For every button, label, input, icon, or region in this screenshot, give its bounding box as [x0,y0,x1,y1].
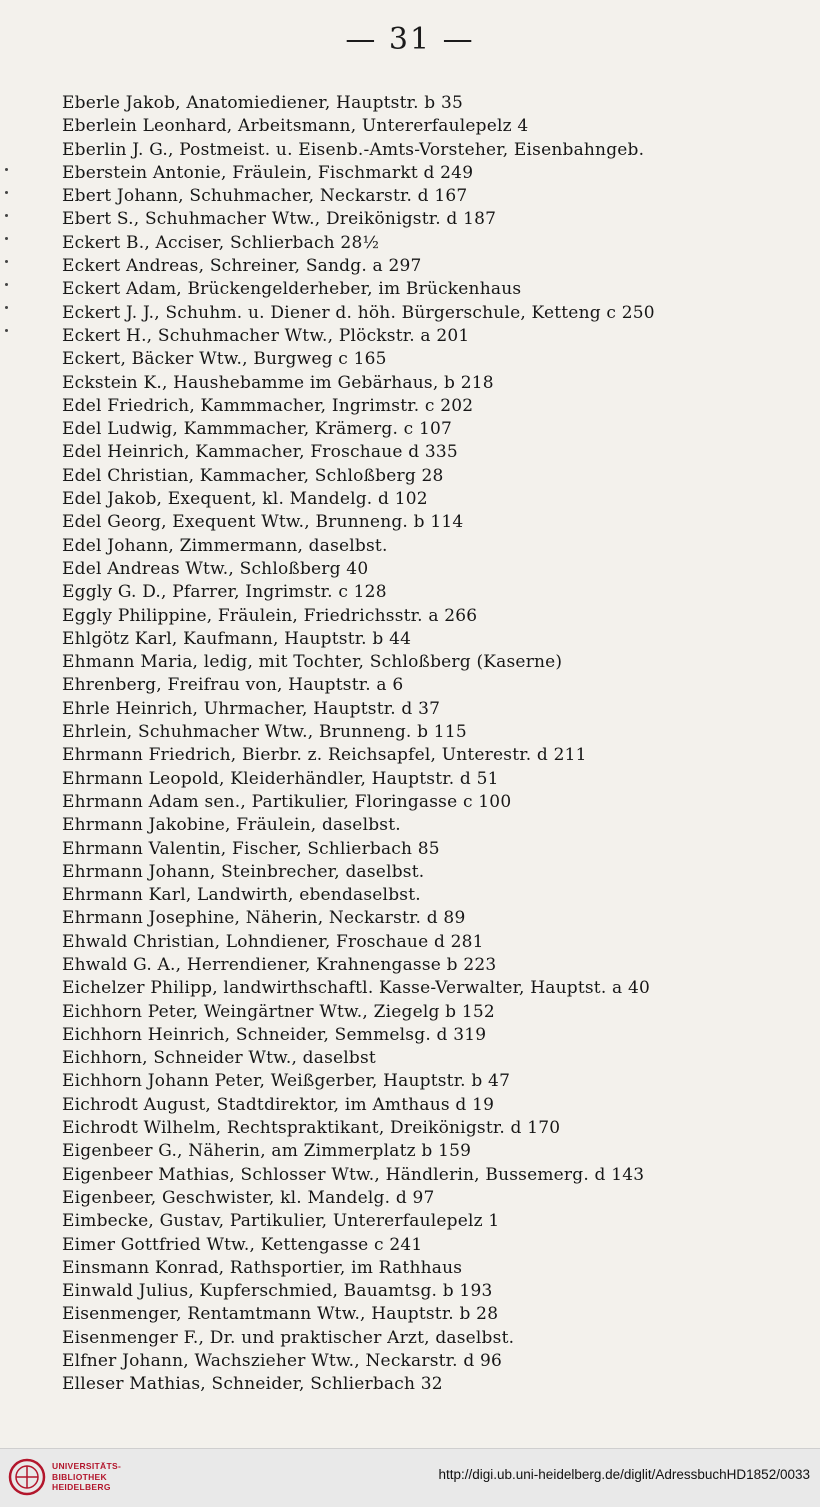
directory-entry: Eckert Andreas, Schreiner, Sandg. a 297 [62,256,422,277]
directory-entry: Ehrmann Leopold, Kleiderhändler, Hauptstr. d 51 [62,768,499,789]
directory-entry: Eichhorn Johann Peter, Weißgerber, Hauptstr. b 47 [62,1071,511,1092]
directory-entry: Eichrodt Wilhelm, Rechtspraktikant, Dreikönigstr. d 170 [62,1118,561,1139]
directory-entry: Einsmann Konrad, Rathsportier, im Rathhaus [62,1257,463,1278]
directory-entry: Eichhorn Peter, Weingärtner Wtw., Ziegelg b 152 [62,1001,495,1022]
directory-entry: Eberlein Leonhard, Arbeitsmann, Untererfaulepelz 4 [62,116,529,137]
directory-entry: Eimer Gottfried Wtw., Kettengasse c 241 [62,1234,423,1255]
directory-entry: Eckert Adam, Brückengelderheber, im Brückenhaus [62,279,522,300]
directory-entry: Eisenmenger F., Dr. und praktischer Arzt, daselbst. [62,1327,515,1348]
library-seal-icon [8,1458,46,1496]
directory-entry: Elleser Mathias, Schneider, Schlierbach 32 [62,1374,443,1395]
directory-entry: Eggly G. D., Pfarrer, Ingrimstr. c 128 [62,582,387,603]
directory-entry: Eichelzer Philipp, landwirthschaftl. Kasse-Verwalter, Hauptst. a 40 [62,978,651,999]
directory-entry: Eisenmenger, Rentamtmann Wtw., Hauptstr. b 28 [62,1304,499,1325]
directory-entry: Ebert Johann, Schuhmacher, Neckarstr. d 167 [62,186,468,207]
directory-entry: Ehrmann Jakobine, Fräulein, daselbst. [62,815,401,836]
directory-entry: Ehrmann Johann, Steinbrecher, daselbst. [62,861,425,882]
directory-entry: Eichrodt August, Stadtdirektor, im Amthaus d 19 [62,1094,495,1115]
directory-entry: Ehrmann Karl, Landwirth, ebendaselbst. [62,885,421,906]
directory-entry: Eckert B., Acciser, Schlierbach 28½ [62,232,380,253]
directory-entry: Ehrlein, Schuhmacher Wtw., Brunneng. b 115 [62,722,467,743]
directory-entry: Ehrmann Valentin, Fischer, Schlierbach 85 [62,838,440,859]
directory-entry: Ehrenberg, Freifrau von, Hauptstr. a 6 [62,675,404,696]
permalink-url[interactable]: http://digi.ub.uni-heidelberg.de/diglit/AdressbuchHD1852/0033 [438,1467,810,1482]
library-logo-text [52,1461,121,1493]
directory-entry: Eggly Philippine, Fräulein, Friedrichsstr. a 266 [62,605,478,626]
directory-entry: Ehrmann Adam sen., Partikulier, Floringasse c 100 [62,791,512,812]
directory-entry: Edel Jakob, Exequent, kl. Mandelg. d 102 [62,489,428,510]
directory-entry: Eckert H., Schuhmacher Wtw., Plöckstr. a 201 [62,325,470,346]
logo-line: HEIDELBERG [52,1482,111,1492]
directory-entry: Eichhorn, Schneider Wtw., daselbst [62,1048,376,1069]
directory-entry: Eckstein K., Haushebamme im Gebärhaus, b 218 [62,372,494,393]
directory-entry: Edel Andreas Wtw., Schloßberg 40 [62,558,369,579]
page-number: — 31 — [345,22,475,57]
directory-entry: Eckert J. J., Schuhm. u. Diener d. höh. Bürgerschule, Ketteng c 250 [62,302,655,323]
directory-entry: Edel Friedrich, Kammmacher, Ingrimstr. c 202 [62,395,474,416]
directory-entry: Eigenbeer, Geschwister, kl. Mandelg. d 97 [62,1187,435,1208]
directory-entry: Elfner Johann, Wachszieher Wtw., Neckarstr. d 96 [62,1351,503,1372]
viewer-footer [0,1448,820,1507]
directory-entry: Eigenbeer Mathias, Schlosser Wtw., Händlerin, Bussemerg. d 143 [62,1164,645,1185]
directory-entry: Edel Christian, Kammacher, Schloßberg 28 [62,465,444,486]
directory-entry: Ebert S., Schuhmacher Wtw., Dreikönigstr. d 187 [62,209,497,230]
directory-entry: Einwald Julius, Kupferschmied, Bauamtsg. b 193 [62,1281,493,1302]
directory-entry: Eberlin J. G., Postmeist. u. Eisenb.-Amts-Vorsteher, Eisenbahngeb. [62,139,645,160]
logo-line: UNIVERSITÄTS- [52,1461,122,1471]
directory-entry: Edel Johann, Zimmermann, daselbst. [62,535,388,556]
directory-entry: Edel Ludwig, Kammmacher, Krämerg. c 107 [62,419,453,440]
directory-entry: Ehmann Maria, ledig, mit Tochter, Schloßberg (Kaserne) [62,652,563,673]
directory-entry: Edel Heinrich, Kammacher, Froschaue d 335 [62,442,458,463]
directory-entry-list [62,92,782,1397]
directory-entry: Eigenbeer G., Näherin, am Zimmerplatz b 159 [62,1141,472,1162]
library-logo[interactable] [8,1458,148,1498]
directory-entry: Ehrmann Josephine, Näherin, Neckarstr. d 89 [62,908,466,929]
directory-entry: Ehlgötz Karl, Kaufmann, Hauptstr. b 44 [62,628,412,649]
directory-entry: Eckert, Bäcker Wtw., Burgweg c 165 [62,349,387,370]
directory-entry: Eberle Jakob, Anatomiediener, Hauptstr. b 35 [62,93,464,113]
directory-entry: Edel Georg, Exequent Wtw., Brunneng. b 114 [62,512,464,533]
directory-entry: Ehrle Heinrich, Uhrmacher, Hauptstr. d 37 [62,698,441,719]
directory-entry: Ehwald Christian, Lohndiener, Froschaue d 281 [62,931,484,952]
logo-line: BIBLIOTHEK [52,1471,107,1482]
directory-entry: Eichhorn Heinrich, Schneider, Semmelsg. d 319 [62,1024,487,1045]
directory-entry: Ehrmann Friedrich, Bierbr. z. Reichsapfel, Unterestr. d 211 [62,745,587,766]
directory-entry: Eberstein Antonie, Fräulein, Fischmarkt d 249 [62,162,474,183]
margin-marks [2,168,12,368]
directory-entry: Ehwald G. A., Herrendiener, Krahnengasse b 223 [62,954,497,975]
directory-entry: Eimbecke, Gustav, Partikulier, Untererfaulepelz 1 [62,1211,500,1232]
